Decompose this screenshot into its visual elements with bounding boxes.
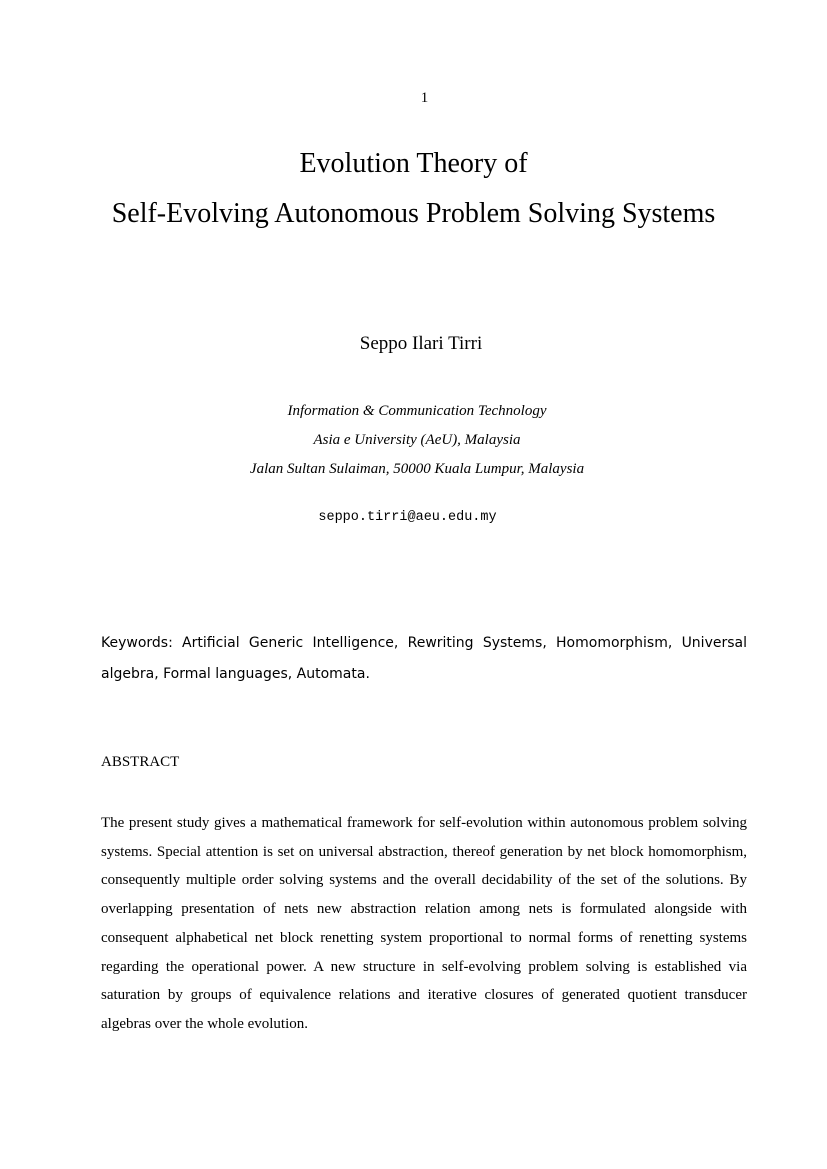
author-email: seppo.tirri@aeu.edu.my — [318, 510, 497, 525]
affiliation-address: Jalan Sultan Sulaiman, 50000 Kuala Lumpur, Malaysia — [249, 461, 585, 477]
paper-title — [0, 139, 827, 239]
affiliation-department: Information & Communication Technology — [287, 403, 547, 419]
abstract-heading: ABSTRACT — [101, 754, 180, 770]
abstract-body: The present study gives a mathematical framework for self-evolution within autonomous problem solving systems. Special attention is set on universal abstraction, thereof generation by net block homomorphism, consequently multiple order solving systems and the overall decidability of the set of the solutions. By overlapping presentation of nets new abstraction relation among nets is formulated alongside with consequent alphabetical net block renetting system proportional to normal forms of renetting systems regarding the operational power. A new structure in self-evolving problem solving is established via saturation by groups of equivalence relations and iterative closures of generated quotient transducer algebras over the whole evolution. — [101, 815, 747, 1032]
keywords: Keywords: Artificial Generic Intelligence, Rewriting Systems, Homomorphism, Universal algebra, Formal languages, Automata. — [101, 635, 747, 682]
page-number: 1 — [420, 90, 429, 106]
title-line-1: Evolution Theory of — [299, 148, 528, 179]
affiliation — [0, 397, 827, 484]
affiliation-university: Asia e University (AeU), Malaysia — [313, 432, 521, 448]
author-name: Seppo Ilari Tirri — [359, 333, 483, 354]
title-line-2: Self-Evolving Autonomous Problem Solving Systems — [111, 198, 716, 229]
